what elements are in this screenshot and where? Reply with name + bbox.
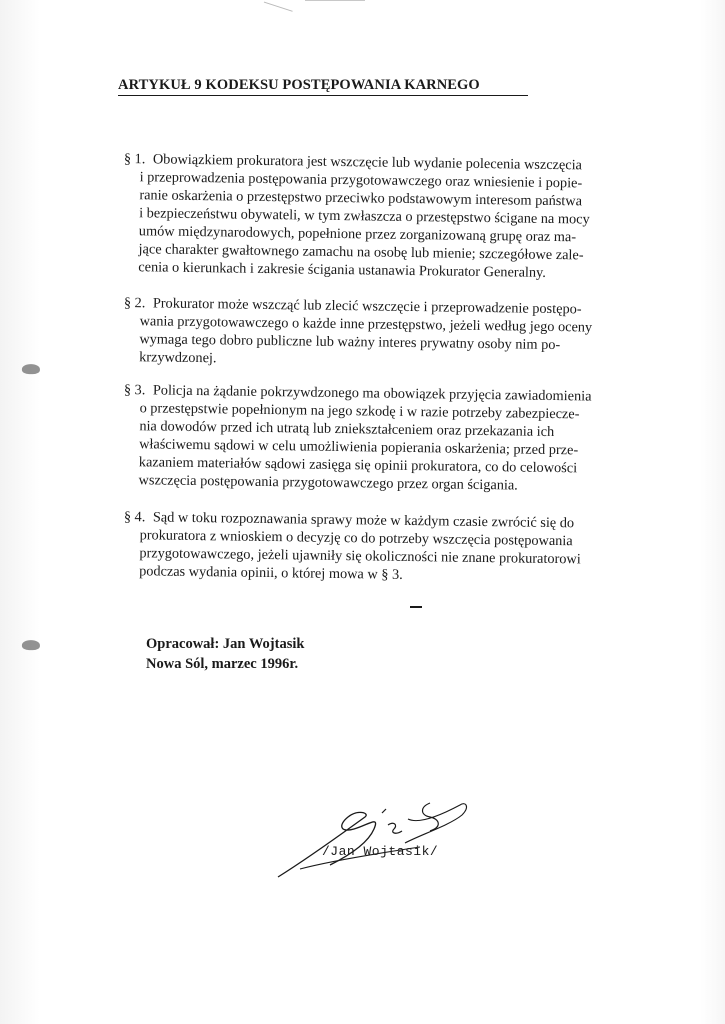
- paragraph-line: wszczęcia postępowania przygotowawczego przez organ ścigania.: [138, 472, 518, 494]
- paragraph-line: i przeprowadzenia postępowania przygotowawczego oraz wniesienie i popie-: [139, 169, 583, 192]
- paragraph-line: nia dowodów przed ich utratą lub zniekształceniem oraz przekazania ich: [139, 418, 555, 441]
- paragraph-1: [122, 150, 684, 284]
- author-block: [146, 634, 304, 674]
- paragraph-line: wania przygotowawczego o każde inne przestępstwo, jeżeli według jego oceny: [139, 313, 593, 336]
- paragraph-line: o przestępstwie popełnionym na jego szkodę i w razie potrzeby zabezpiecze-: [139, 400, 580, 423]
- handwritten-signature: [270, 795, 480, 885]
- paragraph-number: § 2.: [123, 294, 146, 312]
- paragraph-number: § 4.: [123, 508, 146, 526]
- paragraph-line: ranie oskarżenia o przestępstwo przeciwko podstawowym interesom państwa: [139, 187, 583, 210]
- paragraph-line: przygotowawczego, jeżeli ujawniły się okoliczności nie znane prokuratorowi: [139, 545, 581, 568]
- punch-hole-mark: [22, 640, 40, 650]
- paragraph-line: Prokurator może wszcząć lub zlecić wszczęcie i przeprowadzenie postępo-: [152, 295, 582, 318]
- paragraph-line: Sąd w toku rozpoznawania sprawy może w każdym czasie zwrócić się do: [152, 509, 575, 532]
- paragraph-line: Obowiązkiem prokuratora jest wszczęcie lub wydanie polecenia wszczęcia: [152, 151, 583, 174]
- paragraph-line: cenia o kierunkach i zakresie ścigania ustanawia Prokurator Generalny.: [138, 259, 546, 281]
- paragraph-line: właściwemu sądowi w celu umożliwienia popierania oskarżenia; przed prze-: [139, 436, 579, 459]
- paragraph-line: umów międzynarodowych, popełnione przez zorganizowaną grupę oraz ma-: [138, 223, 577, 246]
- paragraph-line: i bezpieczeństwu obywateli, w tym zwłaszcza o przestępstwo ścigane na mocy: [139, 205, 590, 228]
- paragraph-number: § 1.: [123, 150, 146, 168]
- paragraph-number: § 3.: [123, 381, 146, 399]
- scan-artifact: [305, 0, 365, 5]
- paragraph-line: kazaniem materiałów sądowi zasięga się opinii prokuratora, co do celowości: [138, 454, 578, 477]
- paragraph-2: [123, 294, 684, 374]
- paragraph-line: podczas wydania opinii, o której mowa w § 3.: [139, 563, 403, 583]
- paragraph-line: Policja na żądanie pokrzywdzonego ma obowiązek przyjęcia zawiadomienia: [152, 382, 592, 405]
- signature-name: /Jan Wojtasik/: [322, 844, 439, 859]
- paragraph-line: prokuratora z wnioskiem o decyzję co do potrzeby wszczęcia postępowania: [139, 527, 573, 550]
- paragraph-3: [122, 381, 683, 497]
- paragraph-line: krzywdzonej.: [139, 349, 217, 367]
- place-date: Nowa Sól, marzec 1996r.: [146, 656, 299, 672]
- scan-artifact: [261, 2, 292, 20]
- punch-hole-mark: [22, 364, 40, 374]
- paragraph-line: wymaga tego dobro publiczne lub ważny interes prywatny osoby nim po-: [139, 331, 561, 354]
- paragraph-line: jące charakter gwałtownego zamachu na osobę lub mienie; szczegółowe zale-: [138, 241, 584, 264]
- paragraph-4: [123, 508, 684, 588]
- document-title: ARTYKUŁ 9 KODEKSU POSTĘPOWANIA KARNEGO: [118, 77, 528, 96]
- prepared-by: Opracował: Jan Wojtasik: [146, 636, 305, 652]
- separator-dash: [410, 606, 422, 608]
